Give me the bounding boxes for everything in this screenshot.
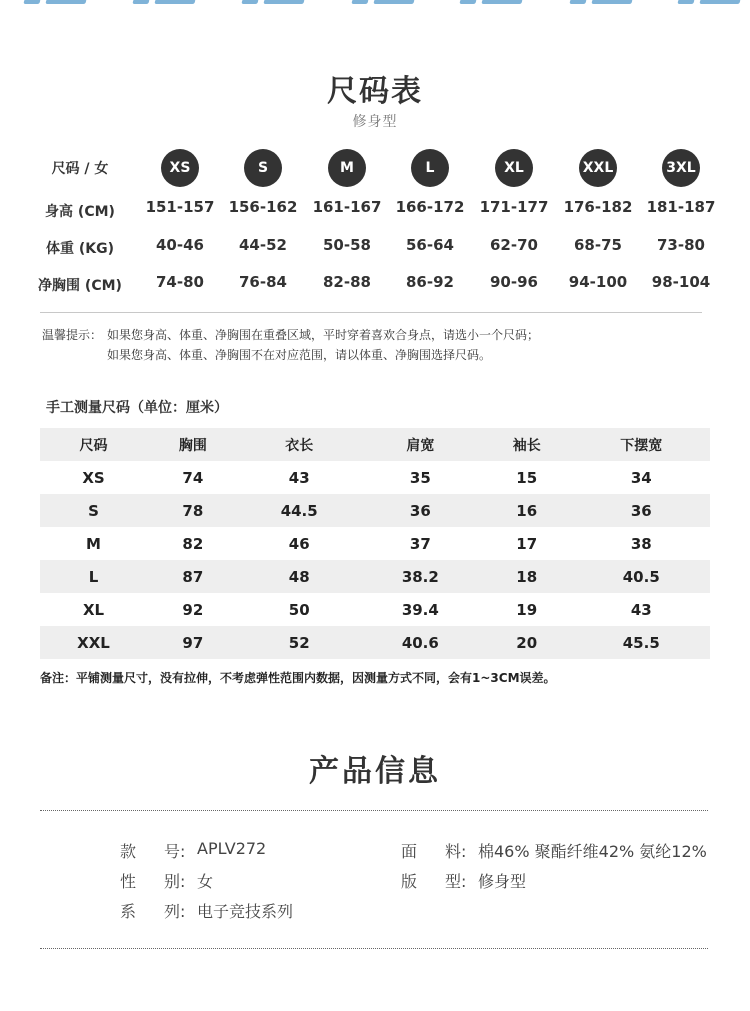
cell-sleeve: 19 (516, 600, 538, 619)
cell-shoulder: 35 (409, 468, 431, 487)
height-value: 176-182 (563, 198, 633, 216)
cell-length: 50 (288, 600, 310, 619)
dotted-divider-bottom (40, 948, 708, 949)
height-value: 166-172 (395, 198, 465, 216)
chest-value: 86-92 (406, 273, 454, 291)
height-label: 身高 (CM) (45, 204, 115, 220)
size-badge-xxl: XXL (579, 149, 617, 187)
tip-line-2: 如果您身高、体重、净胸围不在对应范围，请以体重、净胸围选择尺码。 (107, 348, 492, 362)
measurement-table (40, 428, 710, 659)
table-row (40, 494, 710, 527)
info-key: 料: (445, 842, 467, 861)
cell-shoulder: 36 (409, 501, 431, 520)
info-fabric (401, 839, 707, 862)
chest-value: 98-104 (651, 273, 711, 291)
cell-chest: 87 (182, 567, 204, 586)
column-header-length: 衣长 (285, 437, 314, 454)
chest-value: 90-96 (490, 273, 538, 291)
cell-sleeve: 20 (516, 633, 538, 652)
size-badge-l: L (411, 149, 449, 187)
height-value: 171-177 (479, 198, 549, 216)
cell-length: 46 (288, 534, 310, 553)
table-row (40, 626, 710, 659)
info-value: 棉46% 聚酯纤维42% 氨纶12% (478, 842, 707, 861)
weight-value: 62-70 (490, 236, 538, 254)
info-value: 电子竞技系列 (197, 902, 294, 921)
column-header-hem: 下摆宽 (620, 437, 663, 454)
watermark-mark (568, 0, 642, 4)
info-key: 号: (164, 842, 186, 861)
weight-value: 40-46 (156, 236, 204, 254)
info-fit (401, 869, 526, 892)
table-row (40, 560, 710, 593)
chest-value: 94-100 (568, 273, 628, 291)
fit-type-subtitle: 修身型 (352, 114, 398, 130)
watermark-mark (350, 0, 424, 4)
watermark-mark (22, 0, 96, 4)
cell-hem: 36 (630, 501, 652, 520)
chest-label: 净胸围 (CM) (38, 278, 122, 294)
cell-hem: 43 (630, 600, 652, 619)
watermark-mark (240, 0, 314, 4)
size-badge-3xl: 3XL (662, 149, 700, 187)
cell-shoulder: 37 (409, 534, 431, 553)
weight-value: 50-58 (323, 236, 371, 254)
cell-size: M (86, 534, 101, 553)
cell-hem: 34 (630, 468, 652, 487)
chest-value: 76-84 (239, 273, 287, 291)
cell-size: XL (82, 600, 105, 619)
cell-size: XXL (77, 633, 110, 652)
cell-size: L (88, 567, 99, 586)
cell-length: 43 (288, 468, 310, 487)
size-badge-m: M (328, 149, 366, 187)
cell-hem: 38 (630, 534, 652, 553)
info-key: 版 (401, 872, 418, 891)
table-header-row (40, 428, 710, 461)
cell-size: XS (82, 468, 105, 487)
cell-shoulder: 38.2 (401, 567, 439, 586)
weight-value: 68-75 (574, 236, 622, 254)
tip-line-1: 如果您身高、体重、净胸围在重叠区域，平时穿着喜欢合身点，请选小一个尺码； (107, 328, 540, 342)
cell-length: 48 (288, 567, 310, 586)
size-badge-xs: XS (161, 149, 199, 187)
watermark-mark (131, 0, 205, 4)
chest-value: 74-80 (156, 273, 204, 291)
cell-size: S (88, 501, 99, 520)
dotted-divider-top (40, 810, 708, 811)
cell-sleeve: 18 (516, 567, 538, 586)
table-row (40, 593, 710, 626)
info-key: 性 (120, 872, 137, 891)
info-key: 款 (120, 842, 137, 861)
cell-sleeve: 17 (516, 534, 538, 553)
watermark-mark (458, 0, 532, 4)
cell-length: 44.5 (280, 501, 318, 520)
info-gender (120, 869, 213, 892)
info-value: APLV272 (197, 839, 267, 858)
height-value: 151-157 (145, 198, 215, 216)
watermark-mark (676, 0, 750, 4)
info-key: 型: (445, 872, 467, 891)
info-value: 修身型 (478, 872, 527, 891)
product-info-title: 产品信息 (309, 754, 441, 789)
cell-chest: 78 (182, 501, 204, 520)
cell-sleeve: 16 (516, 501, 538, 520)
column-header-sleeve: 袖长 (512, 437, 541, 454)
section-divider (40, 312, 702, 313)
cell-shoulder: 40.6 (401, 633, 439, 652)
height-value: 156-162 (228, 198, 298, 216)
column-header-shoulder: 肩宽 (406, 437, 435, 454)
info-value: 女 (197, 872, 214, 891)
info-key: 列: (164, 902, 186, 921)
weight-value: 56-64 (406, 236, 454, 254)
info-key: 别: (164, 872, 186, 891)
chest-value: 82-88 (323, 273, 371, 291)
size-badge-s: S (244, 149, 282, 187)
info-series (120, 899, 293, 922)
height-value: 161-167 (312, 198, 382, 216)
cell-chest: 97 (182, 633, 204, 652)
size-header-label: 尺码 / 女 (51, 161, 109, 177)
watermark-band (0, 0, 750, 6)
cell-chest: 82 (182, 534, 204, 553)
info-style-number (120, 839, 266, 862)
cell-chest: 92 (182, 600, 204, 619)
height-value: 181-187 (646, 198, 716, 216)
column-header-size: 尺码 (79, 437, 108, 454)
cell-chest: 74 (182, 468, 204, 487)
table-row (40, 527, 710, 560)
size-chart-title: 尺码表 (327, 74, 423, 109)
weight-value: 44-52 (239, 236, 287, 254)
cell-length: 52 (288, 633, 310, 652)
measurement-note: 备注：平铺测量尺寸，没有拉伸，不考虑弹性范围内数据，因测量方式不同，会有1~3CM误差。 (40, 671, 556, 685)
table-row (40, 461, 710, 494)
cell-sleeve: 15 (516, 468, 538, 487)
info-key: 面 (401, 842, 418, 861)
size-badge-xl: XL (495, 149, 533, 187)
column-header-chest: 胸围 (178, 437, 207, 454)
weight-label: 体重 (KG) (45, 241, 114, 257)
cell-hem: 45.5 (622, 633, 660, 652)
measurement-title: 手工测量尺码（单位：厘米） (46, 400, 228, 416)
weight-value: 73-80 (657, 236, 705, 254)
cell-hem: 40.5 (622, 567, 660, 586)
info-key: 系 (120, 902, 137, 921)
cell-shoulder: 39.4 (401, 600, 439, 619)
tip-label: 温馨提示： (42, 328, 103, 342)
